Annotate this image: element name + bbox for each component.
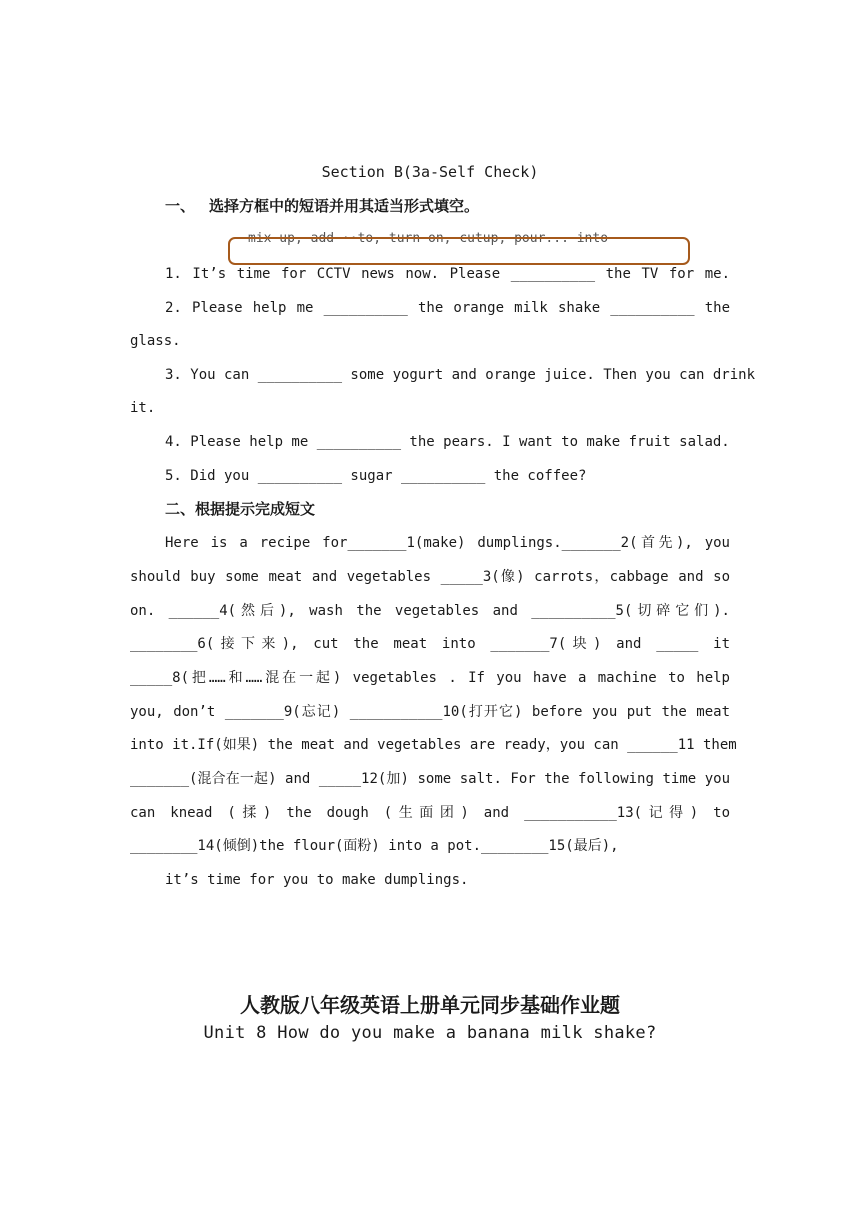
passage-line-6: you, don’t _______9(忘记) ___________10(打开它) before you put the meat [130, 704, 730, 720]
passage-line-8: _______(混合在一起) and _____12(加) some salt. For the following time you [130, 771, 730, 787]
part1-line-6: 4. Please help me __________ the pears. I want to make fruit salad. [165, 434, 730, 450]
worksheet-title-english: Unit 8 How do you make a banana milk shake? [203, 1023, 657, 1043]
passage-line-9: can knead (揉) the dough (生面团) and ___________13(记得) to [130, 805, 730, 821]
passage-line-5: _____8(把……和……混在一起) vegetables . If you have a machine to help [130, 670, 730, 686]
section-title: Section B(3a-Self Check) [321, 163, 539, 181]
part2-heading: 二、根据提示完成短文 [165, 500, 316, 518]
part1-line-4: 3. You can __________ some yogurt and orange juice. Then you can drink [165, 367, 756, 383]
passage-line-1: Here is a recipe for_______1(make) dumplings._______2(首先), you [165, 535, 730, 551]
part1-heading-text: 选择方框中的短语并用其适当形式填空。 [209, 197, 480, 215]
part1-line-3: glass. [130, 333, 181, 349]
passage-line-2: should buy some meat and vegetables _____3(像) carrots，cabbage and so [130, 569, 730, 585]
part1-heading [165, 196, 479, 216]
worksheet-title-chinese: 人教版八年级英语上册单元同步基础作业题 [240, 993, 620, 1017]
word-box-frame [228, 237, 690, 265]
part1-line-7: 5. Did you __________ sugar __________ the coffee? [165, 468, 587, 484]
part1-line-5: it. [130, 400, 156, 416]
passage-line-11: it’s time for you to make dumplings. [165, 872, 469, 888]
passage-line-4: ________6(接下来), cut the meat into _______7(块) and _____ it [130, 636, 730, 652]
part1-line-2: 2. Please help me __________ the orange milk shake __________ the [165, 300, 730, 316]
passage-line-3: on. ______4(然后), wash the vegetables and __________5(切碎它们). [130, 603, 730, 619]
passage-line-7: into it.If(如果) the meat and vegetables are ready，you can ______11 them [130, 737, 737, 753]
part1-line-1: 1. It’s time for CCTV news now. Please __________ the TV for me. [165, 266, 730, 282]
passage-line-10: ________14(倾倒)the flour(面粉) into a pot.________15(最后), [130, 838, 619, 854]
word-box-phrases: mix up, add ··to, turn on, cutup, pour... into [248, 231, 609, 246]
part1-heading-number: 一、 [165, 197, 196, 215]
